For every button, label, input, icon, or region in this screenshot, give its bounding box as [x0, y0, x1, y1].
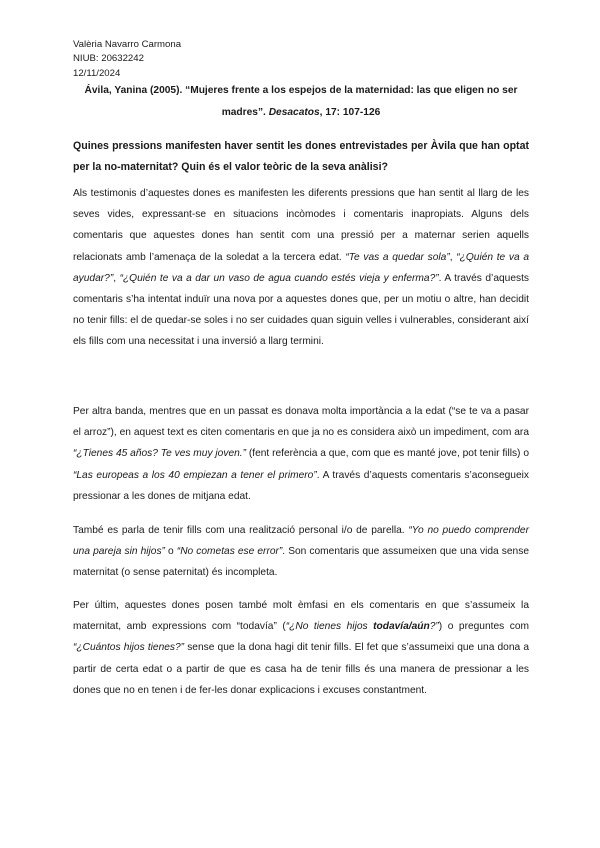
paragraph-text: . A través d’aquests comentaris s’ha intentat induïr una nova por a aquestes dones que, per un motiu o altre, han decidit no tenir fills: el de quedar-se soles i no ser cuidades quan siguin velles i vulnerables, considerant així els fills com una necessitat i una inversió a llarg termini. — [73, 272, 529, 348]
quote: “¿No tienes hijos — [285, 621, 374, 633]
paragraph-text: , — [449, 251, 457, 263]
quote: “¿Quién te va a dar un vaso de agua cuando estés vieja y enferma?” — [119, 272, 439, 284]
bibliographic-citation — [73, 80, 529, 123]
quote: “Las europeas a los 40 empiezan a tener el primero” — [73, 469, 317, 481]
quote: “¿Tienes 45 años? Te ves muy joven.” — [73, 448, 246, 460]
paragraph-text: (fent referència a que, com que es manté jove, pot tenir fills) o — [246, 448, 529, 460]
citation-pages: , 17: 107-126 — [319, 106, 381, 118]
paragraph-text: Per altra banda, mentres que en un passat es donava molta importància a la edat (“se te va a pasar el arroz”), en aquest text es citen comentaris en que ja no es considera això un impediment, com ara — [73, 406, 529, 439]
author-header — [73, 38, 181, 81]
quote: “¿Cuántos hijos tienes?” — [73, 642, 185, 654]
paragraph-text: . A través d’aquests comentaris s’aconsegueix pressionar a les dones de mitjana edat. — [73, 469, 529, 502]
document-date: 12/11/2024 — [73, 67, 121, 79]
paragraph-text: També es parla de tenir fills com una realització personal i/o de parella. — [73, 525, 409, 536]
author-name: Valèria Navarro Carmona — [73, 39, 182, 50]
quote: “Yo no puedo comprender una pareja sin hijos” — [73, 525, 529, 558]
paragraph-text: o — [164, 546, 177, 558]
quote: “No cometas ese error” — [176, 546, 283, 558]
paragraph-1 — [73, 183, 529, 353]
paragraph-text: . Son comentaris que assumeixen que una vida sense maternitat (o sense paternitat) és incompleta. — [73, 546, 529, 579]
student-id: NIUB: 20632242 — [73, 53, 144, 65]
paragraph-text: Per últim, aquestes dones posen també molt èmfasi en els comentaris en que s’assumeix la maternitat, amb expressions com “todavía” ( — [73, 600, 529, 633]
paragraph-2 — [73, 401, 529, 507]
quote: ?” — [429, 621, 439, 633]
quote: “¿Quién te va a ayudar?” — [73, 251, 529, 284]
paragraph-4 — [73, 595, 529, 701]
paragraph-3 — [73, 520, 529, 584]
paragraph-text: , — [113, 272, 120, 284]
citation-journal: Desacatos — [268, 106, 320, 118]
quote-emphasis: todavía/aún — [373, 621, 430, 633]
paragraph-text: ) o preguntes com — [438, 621, 529, 633]
essay-question: Quines pressions manifesten haver sentit les dones entrevistades per Àvila que han optat per la no-maternitat? Quin és el valor teòric de la seva anàlisi? — [73, 140, 529, 173]
citation-text: Ávila, Yanina (2005). “Mujeres frente a los espejos de la maternidad: las que eligen no ser madres”. — [84, 85, 518, 118]
paragraph-text: Als testimonis d’aquestes dones es manifesten les diferents pressions que han sentit al llarg de les seves vides, expressant-se en situacions incòmodes i comentaris inapropiats. Alguns dels comentaris que aquestes dones han sentit com una pressió per a maternar serien aquells relacionats amb l’amenaça de la soledat a la tercera edat. — [73, 188, 529, 263]
quote: “Te vas a quedar sola” — [345, 251, 450, 263]
paragraph-text: sense que la dona hagi dit tenir fills. El fet que s’assumeixi que una dona a partir de certa edat o a partir de que es casa ha de tenir fills és una manera de pressionar a les dones que no en tenen i de fer-les donar explicacions i excuses constantment. — [73, 642, 529, 696]
